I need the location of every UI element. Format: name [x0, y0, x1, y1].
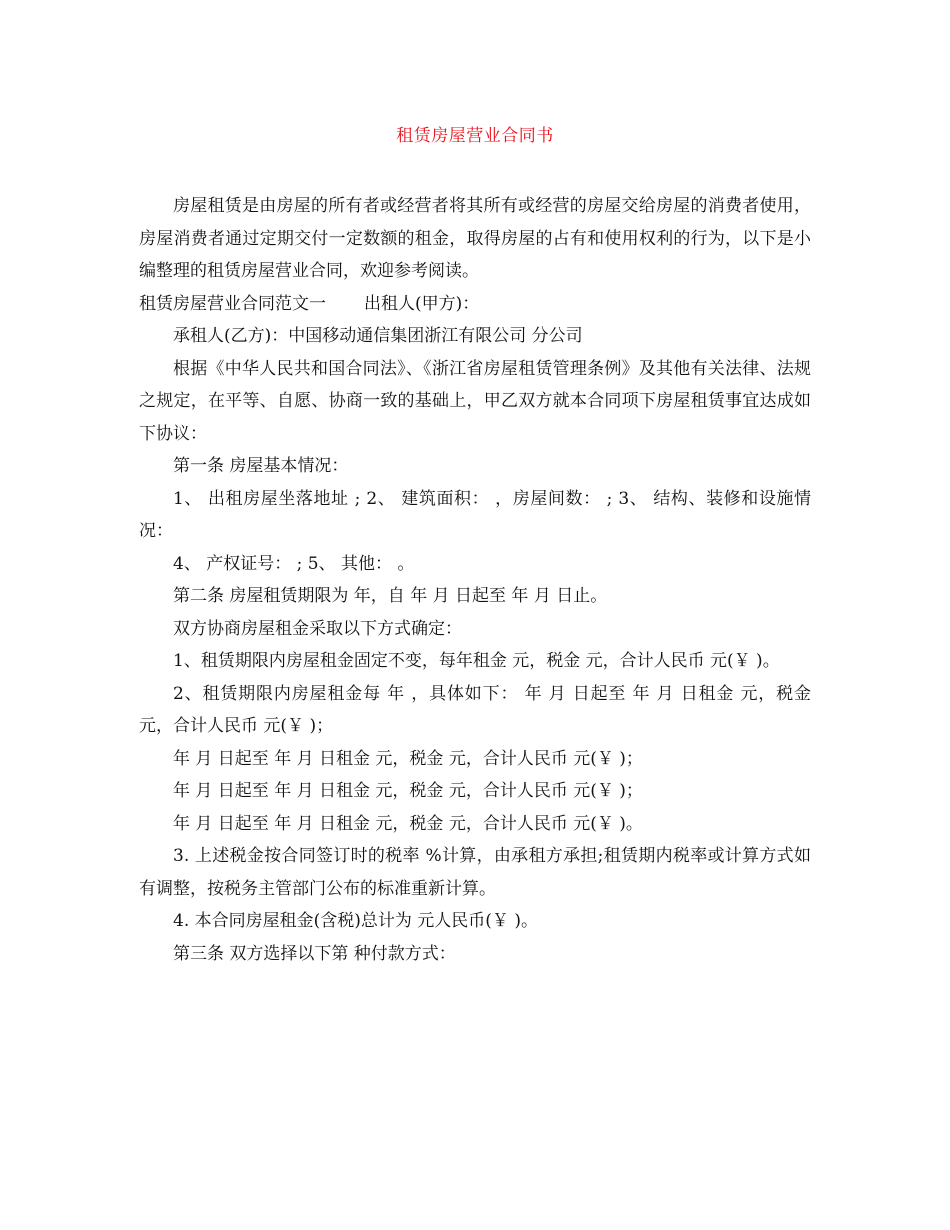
paragraph-legal-basis: 根据《中华人民共和国合同法》、《浙江省房屋租赁管理条例》及其他有关法律、法规之规定，在平等、自愿、协商一致的基础上，甲乙双方就本合同项下房屋租赁事宜达成如下协议： — [139, 358, 811, 444]
paragraph-sample-heading — [139, 288, 811, 321]
paragraph-tax-clause: 3. 上述税金按合同签订时的税率 %计算，由承租方承担;租赁期内税率或计算方式如有调整，按税务主管部门公布的标准重新计算。 — [139, 846, 811, 899]
paragraph-article-1: 第一条 房屋基本情况： — [173, 456, 349, 476]
paragraph-lessee: 承租人(乙方)：中国移动通信集团浙江有限公司 分公司 — [173, 326, 583, 346]
paragraph-intro: 房屋租赁是由房屋的所有者或经营者将其所有或经营的房屋交给房屋的消费者使用，房屋消费者通过定期交付一定数额的租金，取得房屋的占有和使用权利的行为，以下是小编整理的租赁房屋营业合同，欢迎参考阅读。 — [139, 196, 811, 281]
document-body — [139, 190, 811, 970]
paragraph-article-2: 第二条 房屋租赁期限为 年，自 年 月 日起至 年 月 日止。 — [173, 586, 608, 606]
paragraph-total-rent: 4. 本合同房屋租金(含税)总计为 元人民币(￥ )。 — [173, 911, 538, 931]
lessor-label: 出租人(甲方)： — [364, 293, 480, 314]
document-title: 租赁房屋营业合同书 — [396, 126, 554, 146]
paragraph-property-items-b: 4、 产权证号： ; 5、 其他： 。 — [173, 553, 415, 574]
paragraph-rent-method: 双方协商房屋租金采取以下方式确定： — [173, 618, 462, 639]
paragraph-article-3: 第三条 双方选择以下第 种付款方式： — [173, 943, 456, 964]
paragraph-rent-period-c: 年 月 日起至 年 月 日租金 元，税金 元，合计人民币 元(￥ )。 — [173, 813, 643, 834]
paragraph-rent-option-2: 2、租赁期限内房屋租金每 年 ，具体如下： 年 月 日起至 年 月 日租金 元，税金 元，合计人民币 元(￥ )； — [139, 683, 811, 736]
sample-title: 租赁房屋营业合同范文一 — [139, 293, 326, 314]
paragraph-rent-period-b: 年 月 日起至 年 月 日租金 元，税金 元，合计人民币 元(￥ )； — [173, 781, 643, 801]
paragraph-rent-option-1: 1、租赁期限内房屋租金固定不变，每年租金 元，税金 元，合计人民币 元(￥ )。 — [173, 651, 780, 671]
paragraph-property-items-a: 1、 出租房屋坐落地址 ; 2、 建筑面积： ，房屋间数： ; 3、 结构、装修和设施情况： — [139, 488, 811, 541]
paragraph-rent-period-a: 年 月 日起至 年 月 日租金 元，税金 元，合计人民币 元(￥ )； — [173, 748, 643, 769]
